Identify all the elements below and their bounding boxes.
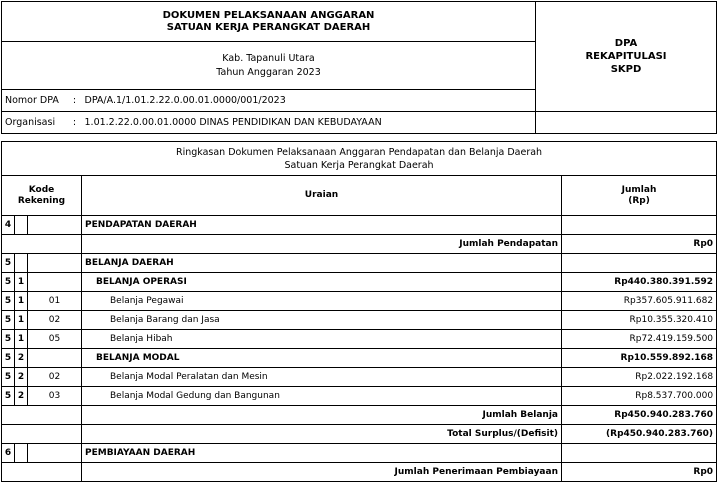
region-year-cell [2, 42, 536, 90]
table-row [2, 216, 717, 235]
uraian-cell: Belanja Modal Gedung dan Bangunan [82, 387, 562, 406]
rekening-label: Rekening [17, 195, 66, 206]
jumlah-cell: Rp10.355.320.410 [562, 311, 717, 330]
region-name: Kab. Tapanuli Utara [222, 52, 315, 64]
dpa-label: DPA [614, 38, 638, 49]
jumlah-cell: Rp357.605.911.682 [562, 292, 717, 311]
kode-rekening-part-3: 03 [28, 387, 82, 406]
organisasi-blank-cell [536, 112, 717, 134]
summary-subtitle-line1: Ringkasan Dokumen Pelaksanaan Anggaran Pendapatan dan Belanja Daerah [175, 146, 543, 158]
uraian-cell: BELANJA OPERASI [82, 273, 562, 292]
document-header-table [1, 1, 717, 134]
table-row [2, 254, 717, 273]
jumlah-cell: Rp8.537.700.000 [562, 387, 717, 406]
kode-rekening-part-3 [28, 349, 82, 368]
document-title-line1: DOKUMEN PELAKSANAAN ANGGARAN [162, 9, 375, 21]
jumlah-cell [562, 254, 717, 273]
jumlah-cell [562, 216, 717, 235]
column-header-kode-rekening [2, 176, 82, 216]
table-row [2, 425, 717, 444]
kode-rekening-part-1: 5 [2, 330, 15, 349]
summary-subtitle [2, 142, 717, 176]
jumlah-cell: Rp440.380.391.592 [562, 273, 717, 292]
kode-rekening-part-3 [28, 273, 82, 292]
uraian-cell: Belanja Barang dan Jasa [82, 311, 562, 330]
jumlah-cell: Rp450.940.283.760 [562, 406, 717, 425]
table-row [2, 292, 717, 311]
kode-blank-cell [2, 425, 82, 444]
jumlah-cell: (Rp450.940.283.760) [562, 425, 717, 444]
table-row [2, 235, 717, 254]
kode-blank-cell [2, 406, 82, 425]
table-row [2, 463, 717, 482]
kode-rekening-part-2 [15, 444, 28, 463]
jumlah-cell: Rp2.022.192.168 [562, 368, 717, 387]
kode-rekening-part-2 [15, 254, 28, 273]
uraian-cell: PENDAPATAN DAERAH [82, 216, 562, 235]
kode-rekening-part-1: 5 [2, 311, 15, 330]
organisasi-value: 1.01.2.22.0.00.01.0000 DINAS PENDIDIKAN DAN KEBUDAYAAN [82, 112, 536, 134]
summary-rows [2, 216, 717, 482]
dpa-rekapitulasi-box [536, 2, 717, 112]
rp-label: (Rp) [628, 195, 650, 206]
uraian-cell: BELANJA MODAL [82, 349, 562, 368]
kode-rekening-part-1: 5 [2, 387, 15, 406]
document-title [2, 2, 536, 42]
nomor-dpa-label: Nomor DPA [2, 90, 68, 112]
nomor-dpa-separator: : [68, 90, 82, 112]
jumlah-cell: Rp10.559.892.168 [562, 349, 717, 368]
uraian-cell: Belanja Pegawai [82, 292, 562, 311]
kode-rekening-part-1: 6 [2, 444, 15, 463]
table-row [2, 406, 717, 425]
organisasi-label: Organisasi [2, 112, 68, 134]
jumlah-cell: Rp0 [562, 235, 717, 254]
skpd-label: SKPD [610, 64, 642, 75]
organisasi-separator: : [68, 112, 82, 134]
fiscal-year: Tahun Anggaran 2023 [216, 66, 321, 78]
kode-rekening-part-2: 1 [15, 292, 28, 311]
kode-rekening-part-2: 1 [15, 330, 28, 349]
document-title-line2: SATUAN KERJA PERANGKAT DAERAH [166, 21, 371, 33]
kode-rekening-part-1: 4 [2, 216, 15, 235]
uraian-cell: Belanja Modal Peralatan dan Mesin [82, 368, 562, 387]
kode-rekening-part-1: 5 [2, 254, 15, 273]
table-row [2, 349, 717, 368]
table-row [2, 311, 717, 330]
kode-rekening-part-2: 1 [15, 273, 28, 292]
table-row [2, 368, 717, 387]
uraian-cell: Jumlah Pendapatan [82, 235, 562, 254]
nomor-dpa-value: DPA/A.1/1.01.2.22.0.00.01.0000/001/2023 [82, 90, 536, 112]
table-row [2, 444, 717, 463]
jumlah-cell: Rp72.419.159.500 [562, 330, 717, 349]
table-row [2, 273, 717, 292]
kode-rekening-part-2: 2 [15, 349, 28, 368]
uraian-cell: Total Surplus/(Defisit) [82, 425, 562, 444]
rekapitulasi-label: REKAPITULASI [585, 51, 667, 62]
column-header-uraian: Uraian [82, 176, 562, 216]
table-row [2, 330, 717, 349]
uraian-cell: Jumlah Belanja [82, 406, 562, 425]
kode-rekening-part-1: 5 [2, 349, 15, 368]
column-header-jumlah [562, 176, 717, 216]
table-row [2, 387, 717, 406]
kode-rekening-part-1: 5 [2, 273, 15, 292]
uraian-cell: PEMBIAYAAN DAERAH [82, 444, 562, 463]
summary-table [1, 141, 717, 482]
summary-subtitle-line2: Satuan Kerja Perangkat Daerah [284, 159, 434, 171]
jumlah-cell [562, 444, 717, 463]
kode-rekening-part-3 [28, 216, 82, 235]
kode-blank-cell [2, 463, 82, 482]
kode-rekening-part-1: 5 [2, 292, 15, 311]
kode-rekening-part-2: 1 [15, 311, 28, 330]
jumlah-label: Jumlah [621, 184, 657, 195]
kode-rekening-part-3: 05 [28, 330, 82, 349]
kode-rekening-part-3: 01 [28, 292, 82, 311]
uraian-cell: Jumlah Penerimaan Pembiayaan [82, 463, 562, 482]
kode-rekening-part-2 [15, 216, 28, 235]
uraian-cell: BELANJA DAERAH [82, 254, 562, 273]
kode-rekening-part-2: 2 [15, 368, 28, 387]
kode-rekening-part-3 [28, 444, 82, 463]
kode-rekening-part-3 [28, 254, 82, 273]
jumlah-cell: Rp0 [562, 463, 717, 482]
kode-blank-cell [2, 235, 82, 254]
kode-rekening-part-1: 5 [2, 368, 15, 387]
kode-label: Kode [28, 184, 55, 195]
uraian-cell: Belanja Hibah [82, 330, 562, 349]
kode-rekening-part-3: 02 [28, 311, 82, 330]
kode-rekening-part-2: 2 [15, 387, 28, 406]
kode-rekening-part-3: 02 [28, 368, 82, 387]
